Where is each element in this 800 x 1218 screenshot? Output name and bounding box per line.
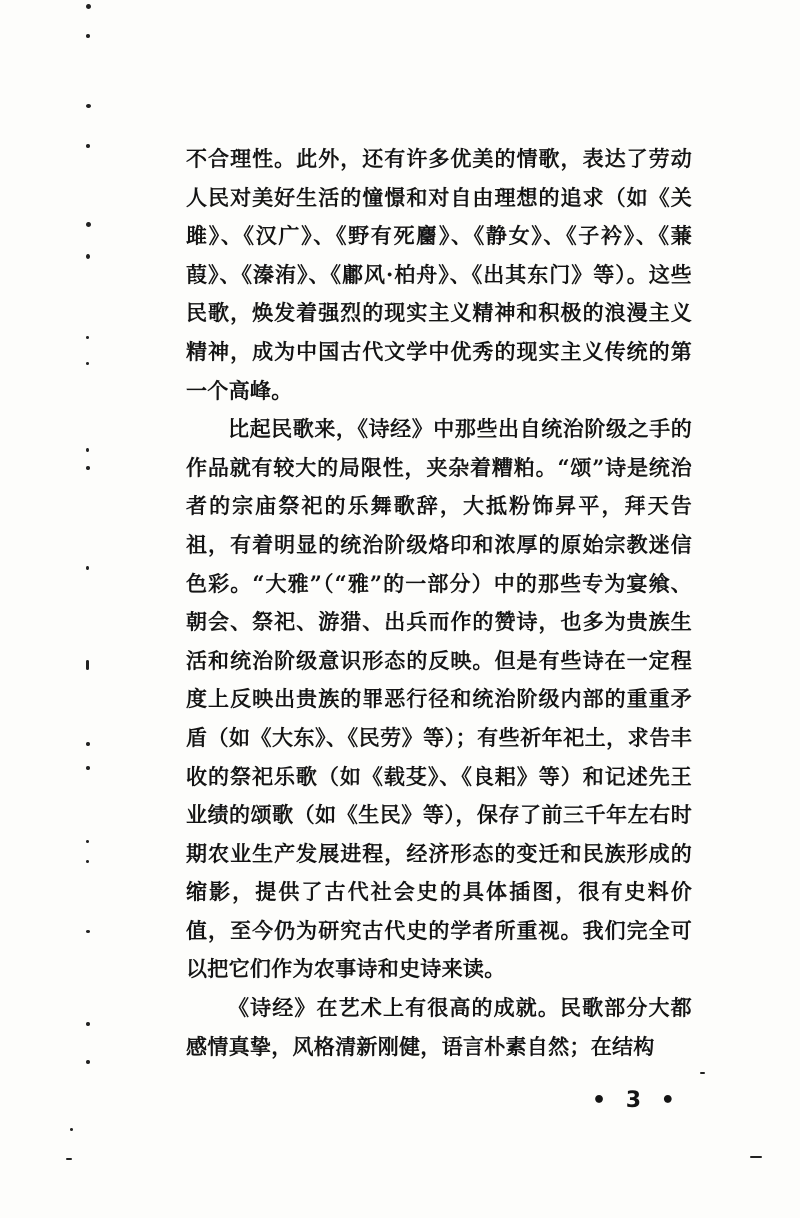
scan-speck: [700, 1072, 705, 1074]
scan-speck: [86, 1060, 90, 1064]
scan-speck: [86, 254, 90, 259]
paragraph-1: 不合理性。此外，还有许多优美的情歌，表达了劳动人民对美好生活的憧憬和对自由理想的追求（如《关雎》、《汉广》、《野有死麕》、《静女》、《子衿》、《蒹葭》、《溱洧》、《鄘风·柏舟》、《出其东门》等）。这些民歌，焕发着强烈的现实主义精神和积极的浪漫主义精神，成为中国古代文学中优秀的现实主义传统的第一个高峰。: [186, 146, 692, 403]
scan-speck: [86, 860, 89, 863]
scan-speck: [86, 466, 90, 470]
body-text: [186, 140, 692, 1066]
scan-speck: [86, 336, 89, 339]
scan-speck: [86, 660, 89, 670]
page-number: • 3 •: [592, 1088, 681, 1113]
scan-speck: [86, 34, 90, 38]
paragraph-3: 《诗经》在艺术上有很高的成就。民歌部分大都感情真挚，风格清新刚健，语言朴素自然；在结构: [186, 995, 692, 1059]
scan-speck: [86, 742, 90, 746]
scan-speck: [86, 144, 90, 148]
scan-speck: [86, 362, 89, 365]
scan-speck: [86, 104, 91, 108]
scan-speck: [86, 222, 91, 227]
scan-speck: [86, 4, 91, 9]
scan-speck: [86, 1022, 90, 1026]
scan-speck: [86, 448, 89, 452]
scan-speck: [750, 1156, 762, 1158]
scan-speck: [86, 766, 90, 770]
scan-speck: [86, 930, 90, 933]
paragraph-2: 比起民歌来，《诗经》中那些出自统治阶级之手的作品就有较大的局限性，夹杂着糟粕。“颂”诗是统治者的宗庙祭祀的乐舞歌辞，大抵粉饰昇平，拜天告祖，有着明显的统治阶级烙印和浓厚的原始宗教迷信色彩。“大雅”（“雅”的一部分）中的那些专为宴飨、朝会、祭祀、游猎、出兵而作的赞诗，也多为贵族生活和统治阶级意识形态的反映。但是有些诗在一定程度上反映出贵族的罪恶行径和统治阶级内部的重重矛盾（如《大东》、《民劳》等）；有些祈年祀土，求告丰收的祭祀乐歌（如《载芟》、《良耜》等）和记述先王业绩的颂歌（如《生民》等），保存了前三千年左右时期农业生产发展进程，经济形态的变迁和民族形成的缩影，提供了古代社会史的具体插图，很有史料价值，至今仍为研究古代史的学者所重视。我们完全可以把它们作为农事诗和史诗来读。: [186, 416, 692, 982]
scan-speck: [70, 1128, 73, 1131]
scan-speck: [86, 840, 89, 843]
scan-speck: [66, 1158, 72, 1160]
scan-speck: [86, 566, 89, 570]
